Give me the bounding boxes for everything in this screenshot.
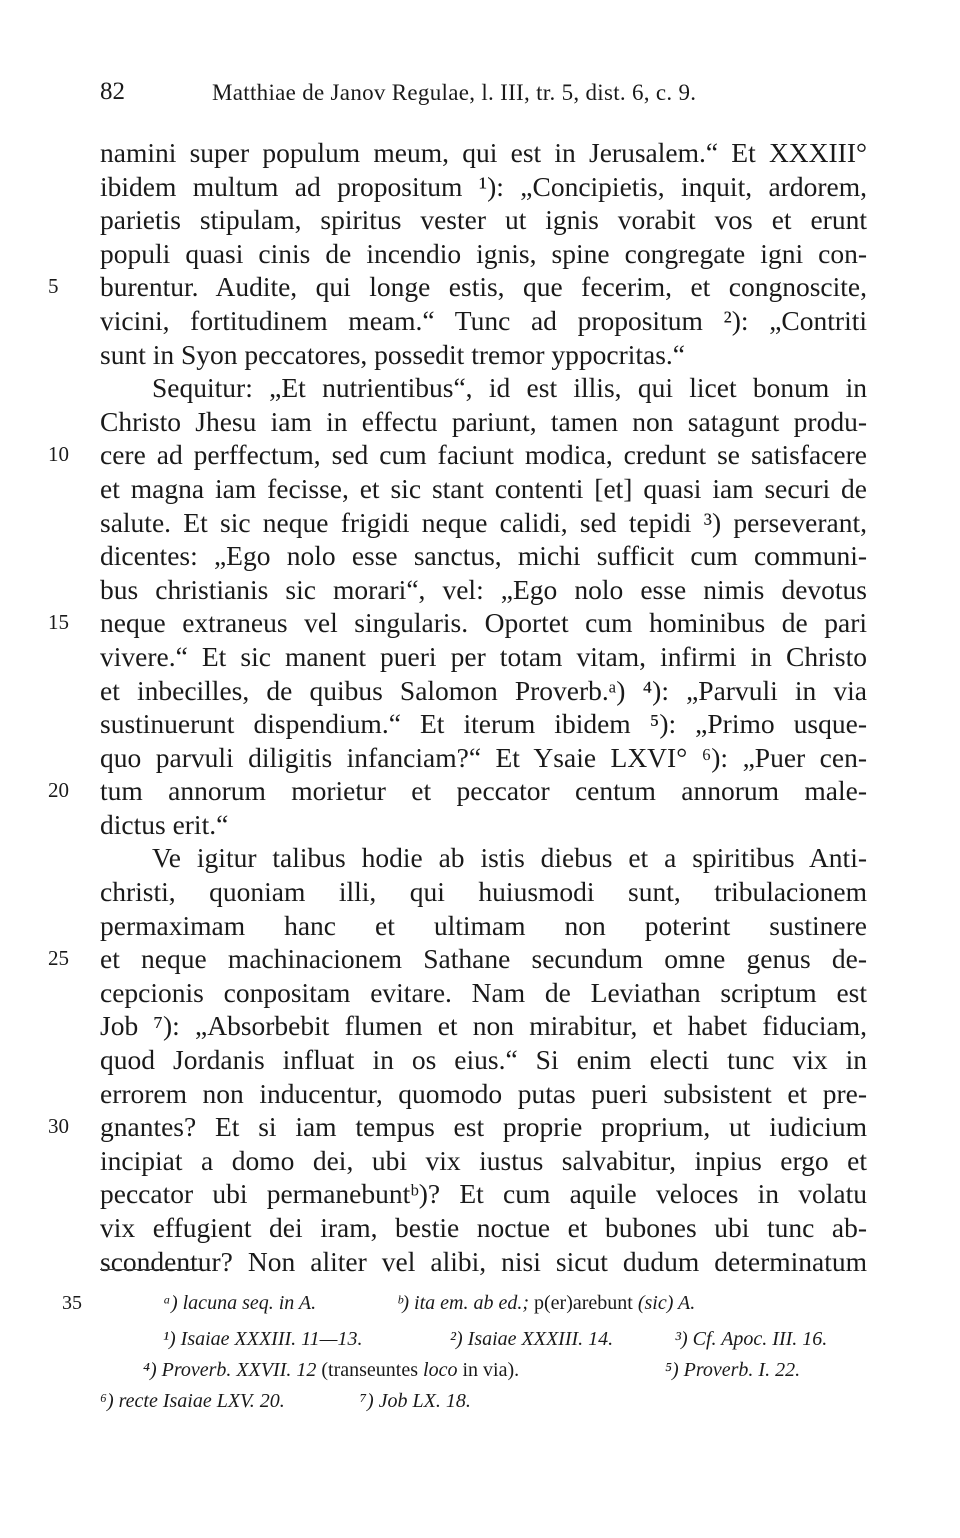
text-line — [0, 1144, 960, 1178]
line-text: burentur. Audite, qui longe estis, que fecerim, et congnoscite, — [100, 271, 867, 303]
footnote-4-end: in via). — [462, 1359, 520, 1381]
line-text: salute. Et sic neque frigidi neque calidi, sed tepidi ³) perseverant, — [100, 506, 867, 538]
text-line — [0, 203, 960, 237]
critical-note-b-reading: p(er)arebunt — [534, 1292, 633, 1314]
text-line — [0, 1245, 960, 1279]
text-line — [0, 741, 960, 775]
footnote-5: ⁵) Proverb. I. 22. — [665, 1359, 801, 1381]
text-line — [0, 1077, 960, 1111]
critical-note-b-siglum: (sic) A. — [637, 1292, 696, 1314]
line-number: 20 — [48, 778, 69, 803]
text-line — [0, 1177, 960, 1211]
line-text: et neque machinacionem Sathane secundum omne genus de- — [100, 943, 867, 975]
text-line — [0, 774, 960, 808]
line-text: errorem non inducentur, quomodo putas pueri subsistent et pre- — [100, 1077, 867, 1109]
text-line — [0, 909, 960, 943]
critical-note-b — [397, 1292, 695, 1315]
critical-note-a: ᵃ) lacuna seq. in A. — [163, 1292, 317, 1314]
text-line — [0, 606, 960, 640]
text-line — [0, 304, 960, 338]
footnote-2: ²) Isaiae XXXIII. 14. — [450, 1328, 614, 1350]
line-text: cere ad perffectum, sed cum faciunt modica, credunt se satisfacere — [100, 439, 867, 471]
line-text: bus christianis sic morari“, vel: „Ego nolo esse nimis devotus — [100, 573, 867, 605]
line-text: scondentur? Non aliter vel alibi, nisi sicut dudum determinatum — [100, 1245, 867, 1277]
text-line — [0, 573, 960, 607]
footnote-7: ⁷) Job LX. 18. — [360, 1390, 471, 1412]
footnote-4-loco: loco — [423, 1359, 458, 1381]
running-title: Matthiae de Janov Regulae, l. III, tr. 5, dist. 6, c. 9. — [212, 80, 697, 105]
text-line — [0, 1211, 960, 1245]
line-number: 10 — [48, 442, 69, 467]
footnote-4-ref: ⁴) Proverb. XXVII. 12 — [143, 1359, 317, 1381]
line-text: peccator ubi permanebuntᵇ)? Et cum aquile veloces in volatu — [100, 1178, 867, 1210]
text-line — [0, 707, 960, 741]
text-line — [0, 640, 960, 674]
footnote-3: ³) Cf. Apoc. III. 16. — [675, 1328, 828, 1350]
line-text: Ve igitur talibus hodie ab istis diebus et a spiritibus Anti- — [152, 842, 867, 874]
line-text: et inbecilles, de quibus Salomon Proverb.ᵃ) ⁴): „Parvuli in via — [100, 674, 867, 706]
text-line — [0, 1043, 960, 1077]
line-number: 25 — [48, 946, 69, 971]
line-text: sunt in Syon peccatores, possedit tremor yppocritas.“ — [100, 338, 686, 370]
page-number: 82 — [100, 78, 125, 105]
line-text: namini super populum meum, qui est in Jerusalem.“ Et XXXIII° — [100, 137, 867, 168]
text-line — [0, 237, 960, 271]
line-number: 15 — [48, 610, 69, 635]
line-text: ibidem multum ad propositum ¹): „Concipietis, inquit, ardorem, — [100, 170, 867, 202]
line-text: Job ⁷): „Absorbebit flumen et non mirabitur, et habet fiduciam, — [100, 1010, 867, 1042]
text-line — [0, 841, 960, 875]
line-text: christi, quoniam illi, qui huiusmodi sunt, tribulacionem — [100, 876, 867, 908]
text-line — [0, 405, 960, 439]
line-text: tum annorum morietur et peccator centum annorum male- — [100, 775, 867, 807]
line-text: neque extraneus vel singularis. Oportet cum hominibus de pari — [100, 607, 867, 639]
text-line — [0, 136, 960, 170]
footnote-divider — [100, 1269, 200, 1270]
line-text: quo parvuli diligitis infanciam?“ Et Ysaie LXVI° ⁶): „Puer cen- — [100, 741, 867, 773]
line-text: incipiat a domo dei, ubi vix iustus salvabitur, inpius ergo et — [100, 1144, 867, 1176]
line-text: vivere.“ Et sic manent pueri per totam vitam, infirmi in Christo — [100, 640, 867, 672]
text-line — [0, 1009, 960, 1043]
footnote-4 — [143, 1359, 519, 1382]
text-line — [0, 170, 960, 204]
line-text: vix effugient dei iram, bestie noctue et bubones ubi tunc ab- — [100, 1212, 867, 1243]
line-number: 30 — [48, 1114, 69, 1139]
line-text: Sequitur: „Et nutrientibus“, id est illis, qui licet bonum in — [152, 372, 867, 404]
footnote-1: ¹) Isaiae XXXIII. 11—13. — [163, 1328, 363, 1350]
text-line — [0, 1110, 960, 1144]
line-text: parietis stipulam, spiritus vester ut ignis vorabit vos et erunt — [100, 204, 867, 236]
line-text: sustinuerunt dispendium.“ Et iterum ibidem ⁵): „Primo usque- — [100, 708, 867, 740]
main-text — [0, 136, 960, 1278]
text-line — [0, 942, 960, 976]
line-text: populi quasi cinis de incendio ignis, spine congregate igni con- — [100, 237, 867, 269]
text-line — [0, 338, 960, 372]
text-line — [0, 539, 960, 573]
text-line — [0, 808, 960, 842]
line-text: gnantes? Et si iam tempus est proprie proprium, ut iudicium — [100, 1111, 867, 1143]
text-line — [0, 875, 960, 909]
line-text: dicentes: „Ego nolo esse sanctus, michi sufficit cum communi- — [100, 540, 867, 572]
line-text: et magna iam fecisse, et sic stant contenti [et] quasi iam securi de — [100, 472, 867, 504]
line-number: 5 — [48, 274, 59, 299]
line-text: Christo Jhesu iam in effectu pariunt, tamen non satagunt produ- — [100, 405, 867, 437]
text-line — [0, 472, 960, 506]
line-text: quod Jordanis influat in os eius.“ Si enim electi tunc vix in — [100, 1044, 867, 1076]
line-text: permaximam hanc et ultimam non poterint sustinere — [100, 909, 867, 941]
critical-note-b-label: ᵇ) ita em. ab ed.; — [397, 1292, 530, 1314]
line-text: vicini, fortitudinem meam.“ Tunc ad propositum ²): „Contriti — [100, 304, 867, 336]
line-text: dictus erit.“ — [100, 808, 229, 840]
footnote-line-number: 35 — [62, 1292, 82, 1314]
text-line — [0, 371, 960, 405]
footnote-6: ⁶) recte Isaiae LXV. 20. — [100, 1390, 285, 1412]
running-header — [100, 78, 870, 114]
footnote-4-gloss: (transeuntes — [321, 1359, 419, 1381]
text-line — [0, 270, 960, 304]
text-line — [0, 674, 960, 708]
text-line — [0, 976, 960, 1010]
line-text: cepcionis conpositam evitare. Nam de Leviathan scriptum est — [100, 976, 867, 1008]
text-line — [0, 438, 960, 472]
text-line — [0, 506, 960, 540]
